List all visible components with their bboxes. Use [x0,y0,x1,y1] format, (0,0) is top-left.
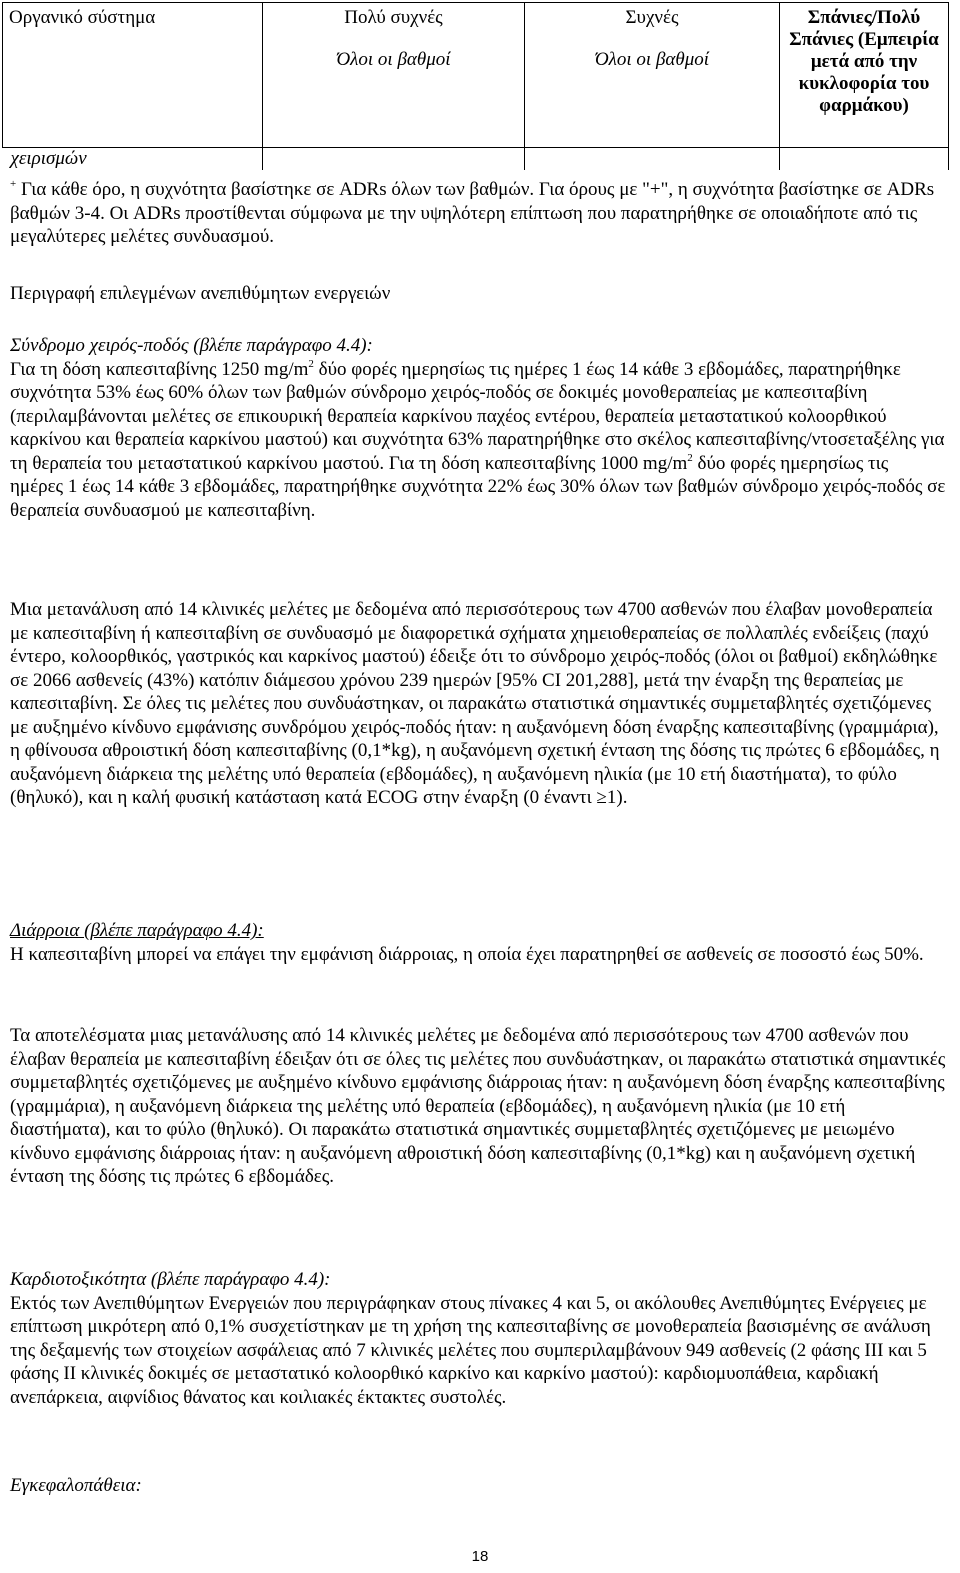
page-number: 18 [471,1548,489,1565]
header-very-common: Πολύ συχνές Όλοι οι βαθμοί [263,3,525,148]
adverse-reactions-table [2,2,949,170]
hand-foot-paragraph-2: Μια μετανάλυση από 14 κλινικές μελέτες με δεδομένα από περισσότερους των 4700 ασθενών που έλαβαν μονοθεραπεία με καπεσιταβίνη ή καπεσιταβίνη σε συνδυασμό με διαφορετικά σχήματα χημειοθεραπείας σε πολλαπλές ενδείξεις (παχύ έντερο, κολοορθικός, γαστρικός και καρκίνος μαστού) έδειξε ότι το σύνδρομο χειρός-ποδός (όλοι οι βαθμοί) εκδηλώθηκε σε 2066 ασθενείς (43%) κατόπιν διάμεσου χρόνου 239 ημερών [95% CI 201,288], μετά την έναρξη της θεραπείας με καπεσιταβίνη. Σε όλες τις μελέτες που συνδυάστηκαν, οι παρακάτω στατιστικά σημαντικές συμμεταβλητές σχετιζόμενες με αυξημένο κίνδυνο εμφάνισης συνδρόμου χειρός-ποδός ήταν: η αυξανόμενη δόση έναρξης καπεσιταβίνης (γραμμάρια), η φθίνουσα αθροιστική δόση καπεσιταβίνης (0,1*kg), η αυξανόμενη σχετική ένταση της δόσης τις πρώτες 6 εβδομάδες, η αυξανόμενη διάρκεια της μελέτης υπό θεραπεία (εβδομάδες), η αυξανόμενη ηλικία (με 10 ετή διαστήματα), το φύλο (θηλυκό), και η καλή φυσική κατάσταση κατά ECOG στην έναρξη (0 έναντι ≥1). [10,599,940,808]
diarrhoea-heading: Διάρροια (βλέπε παράγραφο 4.4): [10,920,264,941]
header-rare: Σπάνιες/Πολύ Σπάνιες (Εμπειρία μετά από την κυκλοφορία του φαρμάκου) [780,3,949,148]
cardiotoxicity-heading: Καρδιοτοξικότητα (βλέπε παράγραφο 4.4): [10,1269,331,1290]
header-common: Συχνές Όλοι οι βαθμοί [525,3,780,148]
cardiotoxicity-section [10,1268,946,1409]
hand-foot-paragraph-1: Για τη δόση καπεσιταβίνης 1250 $mg/m^2$ δύο φορές ημερησίως τις ημέρες 1 έως 14 κάθε 3 εβδομάδες, παρατηρήθηκε συχνότητα 53% έως 60% όλων των βαθμών σύνδρομο χειρός-ποδός σε δοκιμές μονοθεραπείας με καπεσιταβίνη (περιλαμβάνονται μελέτες σε επικουρική θεραπεία καρκίνου παχέος εντέρου, θεραπεία μεταστατικού κολοορθικού καρκίνου και θεραπεία καρκίνου μαστού) και συχνότητα 63% παρατηρήθηκε στο σκέλος καπεσιταβίνης/ντοσεταξέλης για τη θεραπεία του μεταστατικού καρκίνου μαστού. Για τη δόση καπεσιταβίνης 1000 $mg/m^2$ δύο φορές ημερησίως τις ημέρες 1 έως 14 κάθε 3 εβδομάδες, παρατηρήθηκε συχνότητα 22% έως 30% όλων των βαθμών σύνδρομο χειρός-ποδός σε θεραπεία συνδυασμού με καπεσιταβίνη. [10,357,946,521]
table-header-row [3,3,949,148]
diarrhoea-paragraph-2: Τα αποτελέσματα μιας μετανάλυσης από 14 κλινικές μελέτες με δεδομένα από περισσότερους των 4700 ασθενών που έλαβαν θεραπεία με καπεσιταβίνη έδειξαν ότι σε όλες τις μελέτες που συνδυάστηκαν, οι παρακάτω στατιστικά σημαντικές συμμεταβλητές σχετιζόμενες με αυξημένο κίνδυνο εμφάνισης διάρροιας ήταν: η αυξανόμενη δόση έναρξης καπεσιταβίνης (γραμμάρια), η αυξανόμενη διάρκεια της μελέτης υπό θεραπεία (εβδομάδες), η αυξανόμενη ηλικία (με 10 ετή διαστήματα), και το φύλο (θηλυκό). Οι παρακάτω στατιστικά σημαντικές συμμεταβλητές σχετιζόμενες με μειωμένο κίνδυνο εμφάνισης διάρροιας ήταν: η αυξανόμενη αθροιστική δόση καπεσιταβίνης (0,1*kg) και η αυξανόμενη σχετική ένταση της δόσης τις πρώτες 6 εβδομάδες. [10,1025,946,1187]
diarrhoea-paragraph-1: Η καπεσιταβίνη μπορεί να επάγει την εμφάνιση διάρροιας, η οποία έχει παρατηρηθεί σε ασθενείς σε ποσοστό έως 50%. [10,943,924,965]
section-title: Περιγραφή επιλεγμένων ανεπιθύμητων ενεργειών [10,283,391,304]
hand-foot-section [10,334,946,522]
encephalopathy-heading: Εγκεφαλοπάθεια: [10,1475,142,1496]
hand-foot-heading: Σύνδρομο χειρός-ποδός (βλέπε παράγραφο 4.4): [10,335,373,356]
footnote-text: Για κάθε όρο, η συχνότητα βασίστηκε σε ADRs όλων των βαθμών. Για όρους με "+", η συχνότητα βασίστηκε σε ADRs βαθμών 3-4. Οι ADRs προστίθενται σύμφωνα με την υψηλότερη επίπτωση που παρατηρήθηκε σε οποιαδήποτε από τις μεγαλύτερες μελέτες συνδυασμού. [10,179,935,247]
subheader-common: Όλοι οι βαθμοί [594,49,710,70]
continuation-cell: χειρισμών [3,148,263,171]
cardiotoxicity-paragraph: Εκτός των Ανεπιθύμητων Ενεργειών που περιγράφηκαν στους πίνακες 4 και 5, οι ακόλουθες Ανεπιθύμητες Ενέργειες με επίπτωση μικρότερη από 0,1% συσχετίστηκαν με τη χρήση της καπεσιταβίνης σε μονοθεραπεία βασισμένης σε ανάλυση της δεξαμενής των στοιχείων ασφάλειας από 7 κλινικές μελέτες που συμπεριλαμβάνουν 949 ασθενείς (2 φάσης ΙΙΙ και 5 φάσης ΙΙ κλινικές δοκιμές σε μεταστατικό κολοορθικό καρκίνο και καρκίνο μαστού): καρδιομυοπάθεια, καρδιακή ανεπάρκεια, αιφνίδιος θάνατος και κοιλιακές έκτακτες συστολές. [10,1292,931,1408]
diarrhoea-section [10,919,946,966]
header-organ-system: Οργανικό σύστημα [3,3,263,148]
table-footnote [10,178,946,249]
table-row [3,148,949,171]
subheader-very-common: Όλοι οι βαθμοί [336,49,451,70]
footnote-marker: + [10,178,17,190]
